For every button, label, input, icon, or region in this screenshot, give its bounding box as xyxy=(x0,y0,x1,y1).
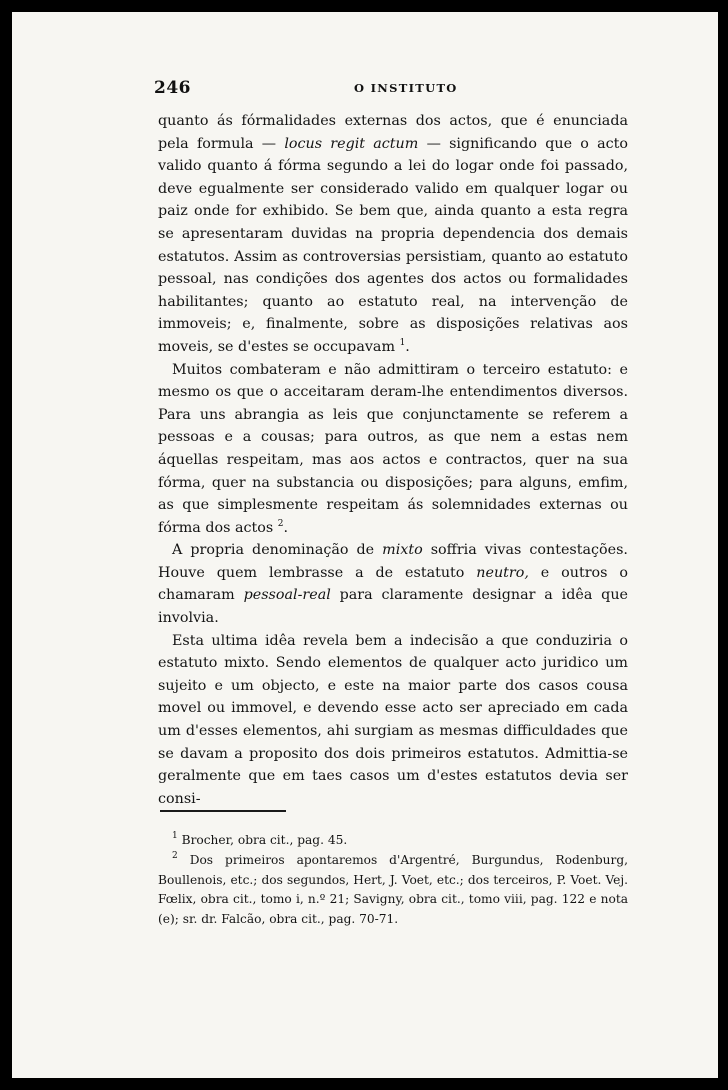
footnote-divider xyxy=(160,810,286,812)
footnote-1-mark: 1 xyxy=(172,831,178,841)
term-pessoal-real: pessoal-real xyxy=(243,587,331,604)
term-mixto: mixto xyxy=(382,542,423,559)
paragraph-2-end: . xyxy=(283,519,289,536)
page-number: 246 xyxy=(154,78,191,98)
paragraph-1 xyxy=(158,110,628,359)
page-header xyxy=(154,78,642,100)
paragraph-1-end: . xyxy=(405,338,410,355)
paragraph-3-part-b: soffria vivas contestações. Houve quem lembrasse a de estatuto xyxy=(158,542,628,581)
paragraph-2-text: Muitos combateram e não admittiram o terceiro estatuto: e mesmo os que o acceitaram deram-lhe entendimentos diversos. Para uns abrangia as leis que conjunctamente se referem a pessoas e a cousas; para outros, as que nem a estas nem áquellas respeitam, mas aos actos e contractos, quer na sua fórma, quer na substancia ou disposições; para alguns, emfim, as que simplesmente respeitam ás solemnidades externas ou fórma dos actos xyxy=(158,361,628,536)
footnote-1 xyxy=(158,831,628,851)
footnote-2-text: Dos primeiros apontaremos d'Argentré, Burgundus, Rodenburg, Boullenois, etc.; dos segundos, Hert, J. Voet, etc.; dos terceiros, P. Voet. Vej. Fœlix, obra cit., tomo i, n.º 21; Savigny, obra cit., tomo viii, pag. 122 e nota (e); sr. dr. Falcão, obra cit., pag. 70-71. xyxy=(158,852,629,927)
book-page xyxy=(12,12,718,1078)
running-head: O INSTITUTO xyxy=(354,81,458,95)
paragraph-3 xyxy=(158,539,628,629)
term-neutro: neutro, xyxy=(476,564,529,581)
footnote-1-text: Brocher, obra cit., pag. 45. xyxy=(181,833,348,847)
footnotes xyxy=(158,831,628,930)
footnote-ref-2: 2 xyxy=(277,518,284,529)
paragraph-3-part-a: A propria denominação de xyxy=(172,542,383,559)
paragraph-4: Esta ultima idêa revela bem a indecisão a que conduziria o estatuto mixto. Sendo elementos de qualquer acto juridico um sujeito e um objecto, e este na maior parte dos casos cousa movel ou immovel, e devendo esse acto ser apreciado em cada um d'esses elementos, ahi surgiam as mesmas difficuldades que se davam a proposito dos dois primeiros estatutos. Admittia-se geralmente que em taes casos um d'estes estatutos devia ser consi- xyxy=(158,632,628,807)
paragraph-1-part-a: quanto ás fórmalidades externas dos actos, que é enunciada pela formula — xyxy=(158,113,628,152)
paragraph-2 xyxy=(158,359,628,540)
paragraph-3-part-d: para claramente designar a idêa que involvia. xyxy=(158,587,628,627)
main-text xyxy=(158,110,628,810)
footnote-2-mark: 2 xyxy=(172,850,178,861)
latin-maxim: locus regit actum xyxy=(284,135,419,152)
footnote-2 xyxy=(158,851,628,930)
paragraph-3-part-c: e outros o chamaram xyxy=(158,564,628,604)
paragraph-1-part-b: — significando que o acto valido quanto á fórma segundo a lei do logar onde foi passado, deve egualmente ser considerado valido em qualquer logar ou paiz onde for exhibido. Se bem que, ainda quanto a esta regra se apresentaram duvidas na propria dependencia dos demais estatutos. Assim as controversias persistiam, quanto ao estatuto pessoal, nas condições dos agentes dos actos ou formalidades habilitantes; quanto ao estatuto real, na intervenção de immoveis; e, finalmente, sobre as disposições relativas aos moveis, se d'estes se occupavam xyxy=(158,135,628,355)
footnote-ref-1: 1 xyxy=(399,337,406,348)
